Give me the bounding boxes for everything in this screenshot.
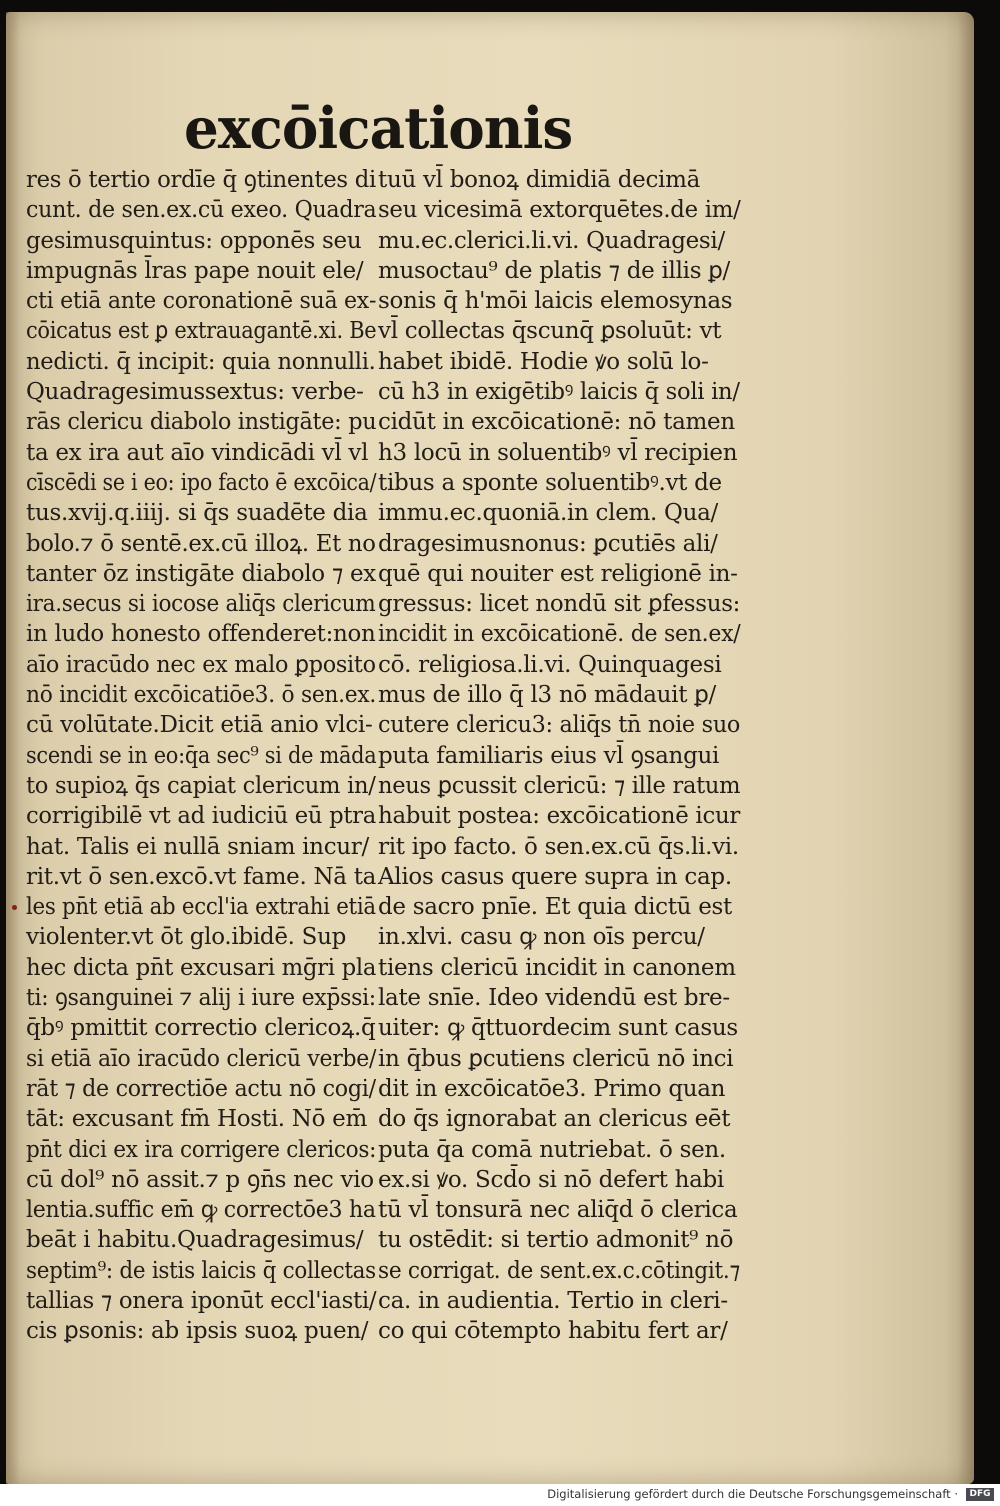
text-line: nō incidit excōicatiōe3. ō sen.ex. — [26, 682, 377, 709]
text-line: septim⁹: de istis laicis q̄ collectas — [26, 1257, 376, 1284]
running-heading: excōicationis — [184, 95, 573, 162]
text-line: mu.ec.clerici.li.vi. Quadragesi/ — [378, 227, 725, 254]
text-line: rit.vt ō sen.excō.vt fame. Nā ta — [26, 863, 377, 890]
text-line: cīscēdi se i eo: ipo facto ē excōica/ — [26, 469, 377, 496]
text-line: ex.si ꝟo. Scd̄o si nō defert habi — [378, 1166, 724, 1193]
text-line: mus de illo q̄ l3 nō mādauit ꝑ/ — [378, 682, 716, 709]
text-line: Quadragesimussextus: verbe‑ — [26, 379, 364, 406]
text-line: uiter: ꝙ q̄ttuordecim sunt casus — [378, 1015, 738, 1042]
text-line: quē qui nouiter est religionē in‑ — [378, 560, 738, 587]
text-line: rāt ⁊ de correctiōe actu nō cogi/ — [26, 1075, 376, 1102]
text-line: in.xlvi. casu ꝙ non oīs percu/ — [378, 924, 705, 951]
text-line: in ludo honesto offenderet:non — [26, 621, 376, 648]
text-line: vl̄ collectas q̄scunq̄ ꝑsoluūt: vt — [378, 318, 722, 345]
text-line: tallias ⁊ onera iponūt eccl'iasti/ — [26, 1287, 377, 1314]
text-line: tanter ōz instigāte diabolo ⁊ ex — [26, 560, 376, 587]
text-line: tū vl̄ tonsurā nec aliq̄d ō clerica — [378, 1197, 738, 1224]
text-line: aīo iracūdo nec ex malo ꝑposito — [26, 651, 376, 678]
text-line: de sacro pnīe. Et quia dictū est — [378, 894, 732, 921]
text-line: Alios casus quere supra in cap. — [378, 863, 732, 890]
text-line: cti etiā ante coronationē suā ex‑ — [26, 288, 377, 315]
text-line: se corrigat. de sent.ex.c.cōtingit.⁊ — [378, 1257, 740, 1284]
text-line: si etiā aīo iracūdo clericū verbe/ — [26, 1045, 377, 1072]
text-line: cutere clericu3: aliq̄s tn̄ noie suo — [378, 712, 741, 739]
text-line: in q̄bus ꝑcutiens clericū nō inci — [378, 1045, 734, 1072]
text-line: puta q̄a comā nutriebat. ō sen. — [378, 1136, 726, 1163]
text-line: puta familiaris eius vl̄ ꝯsangui — [378, 742, 720, 769]
text-line: dragesimusnonus: ꝑcutiēs ali/ — [378, 530, 718, 557]
text-column-left — [26, 165, 378, 1347]
text-line: cū volūtate.Dicit etiā anio vlci‑ — [26, 712, 373, 739]
text-line: q̄bꝰ pmittit correctio clericoꝝ.q̄ — [26, 1015, 376, 1042]
text-line: les pn̄t etiā ab eccl'ia extrahi etiā — [26, 894, 376, 921]
text-line: nedicti. q̄ incipit: quia nonnulli. — [26, 348, 376, 375]
text-line: lentia.suffic em̄ ꝙ correctōe3 ha — [26, 1197, 376, 1224]
text-line: hec dicta pn̄t excusari mḡri pla — [26, 954, 377, 981]
red-ink-mark — [12, 905, 17, 910]
text-line: musoctau⁹ de platis ⁊ de illis ꝑ/ — [378, 257, 730, 284]
text-line: ta ex ira aut aīo vindicādi vl̄ vl — [26, 439, 369, 466]
text-line: pn̄t dici ex ira corrigere clericos: — [26, 1136, 377, 1163]
text-line: cunt. de sen.ex.cū exeo. Quadra — [26, 197, 377, 224]
text-line: violenter.vt ōt glo.ibidē. Sup — [26, 924, 347, 951]
text-line: cū dol⁹ nō assit.⁊ p ꝯn̄s nec vio — [26, 1166, 374, 1193]
dfg-logo: DFG — [966, 1488, 994, 1501]
text-line: tuū vl̄ bonoꝝ dimidiā decimā — [378, 167, 701, 193]
text-line: corrigibilē vt ad iudiciū eū ptra — [26, 803, 376, 830]
text-line: to supioꝝ q̄s capiat clericum in/ — [26, 772, 376, 799]
text-line: tibus a sponte soluentibꝰ.vt de — [378, 469, 722, 496]
text-line: late snīe. Ideo videndū est bre‑ — [378, 985, 730, 1012]
text-line: ca. in audientia. Tertio in cleri‑ — [378, 1287, 728, 1314]
text-line: do q̄s ignorabat an clericus eēt — [378, 1106, 731, 1133]
text-line: scendi se in eo:q̄a sec⁹ si de māda — [26, 742, 377, 769]
text-line: ira.secus si iocose aliq̄s clericum — [26, 591, 376, 618]
text-line: res ō tertio ordīe q̄ ꝯtinentes di — [26, 167, 376, 193]
text-line: cū h3 in exigētibꝰ laicis q̄ soli in/ — [378, 379, 740, 406]
text-line: sonis q̄ h'mōi laicis elemosynas — [378, 288, 733, 315]
text-line: cō. religiosa.li.vi. Quinquagesi — [378, 651, 722, 678]
text-line: habet ibidē. Hodie ꝟo solū lo‑ — [378, 348, 709, 375]
text-line: co qui cōtempto habitu fert ar/ — [378, 1318, 728, 1345]
text-line: beāt i habitu.Quadragesimus/ — [26, 1227, 364, 1254]
text-line: hat. Talis ei nullā sniam incur/ — [26, 833, 369, 860]
page-gutter-shadow — [6, 12, 20, 1484]
text-line: neus ꝑcussit clericū: ⁊ ille ratum — [378, 772, 741, 799]
text-line: rās clericu diabolo instigāte: pu — [26, 409, 377, 436]
book-page — [6, 12, 974, 1484]
text-line: tu ostēdit: si tertio admonit⁹ nō — [378, 1227, 734, 1254]
text-line: gesimusquintus: opponēs seu — [26, 227, 362, 254]
text-line: cis ꝑsonis: ab ipsis suoꝝ puen/ — [26, 1318, 369, 1345]
footer-bar — [0, 1484, 1000, 1506]
text-line: habuit postea: excōicationē icur — [378, 803, 741, 830]
text-line: seu vicesimā extorquētes.de im/ — [378, 197, 741, 224]
text-line: incidit in excōicationē. de sen.ex/ — [378, 621, 741, 648]
text-line: cidūt in excōicationē: nō tamen — [378, 409, 735, 436]
text-column-right — [378, 165, 740, 1347]
text-line: dit in excōicatōe3. Primo quan — [378, 1075, 726, 1102]
text-line: tiens clericū incidit in canonem — [378, 954, 736, 981]
digitization-credit: Digitalisierung gefördert durch die Deutsche Forschungsgemeinschaft · — [547, 1487, 958, 1501]
text-line: ti: ꝯsanguinei ⁊ alij i iure exp̄ssi: — [26, 985, 376, 1012]
text-line: h3 locū in soluentibꝰ vl̄ recipien — [378, 439, 738, 466]
text-line: rit ipo facto. ō sen.ex.cū q̄s.li.vi. — [378, 833, 739, 860]
text-line: bolo.⁊ ō sentē.ex.cū illoꝝ. Et no — [26, 530, 376, 557]
text-line: immu.ec.quoniā.in clem. Qua/ — [378, 500, 718, 527]
text-line: cōicatus est ꝑ extrauagantē.xi. Be — [26, 318, 377, 345]
page-edge-shadow — [958, 12, 974, 1484]
text-line: gressus: licet nondū sit ꝑfessus: — [378, 591, 741, 618]
text-line: tus.xvij.q.iiij. si q̄s suadēte dia — [26, 500, 368, 527]
text-line: impugnās l̄ras pape nouit ele/ — [26, 257, 364, 284]
text-line: tāt: excusant fm̄ Hosti. Nō em̄ — [26, 1106, 367, 1133]
